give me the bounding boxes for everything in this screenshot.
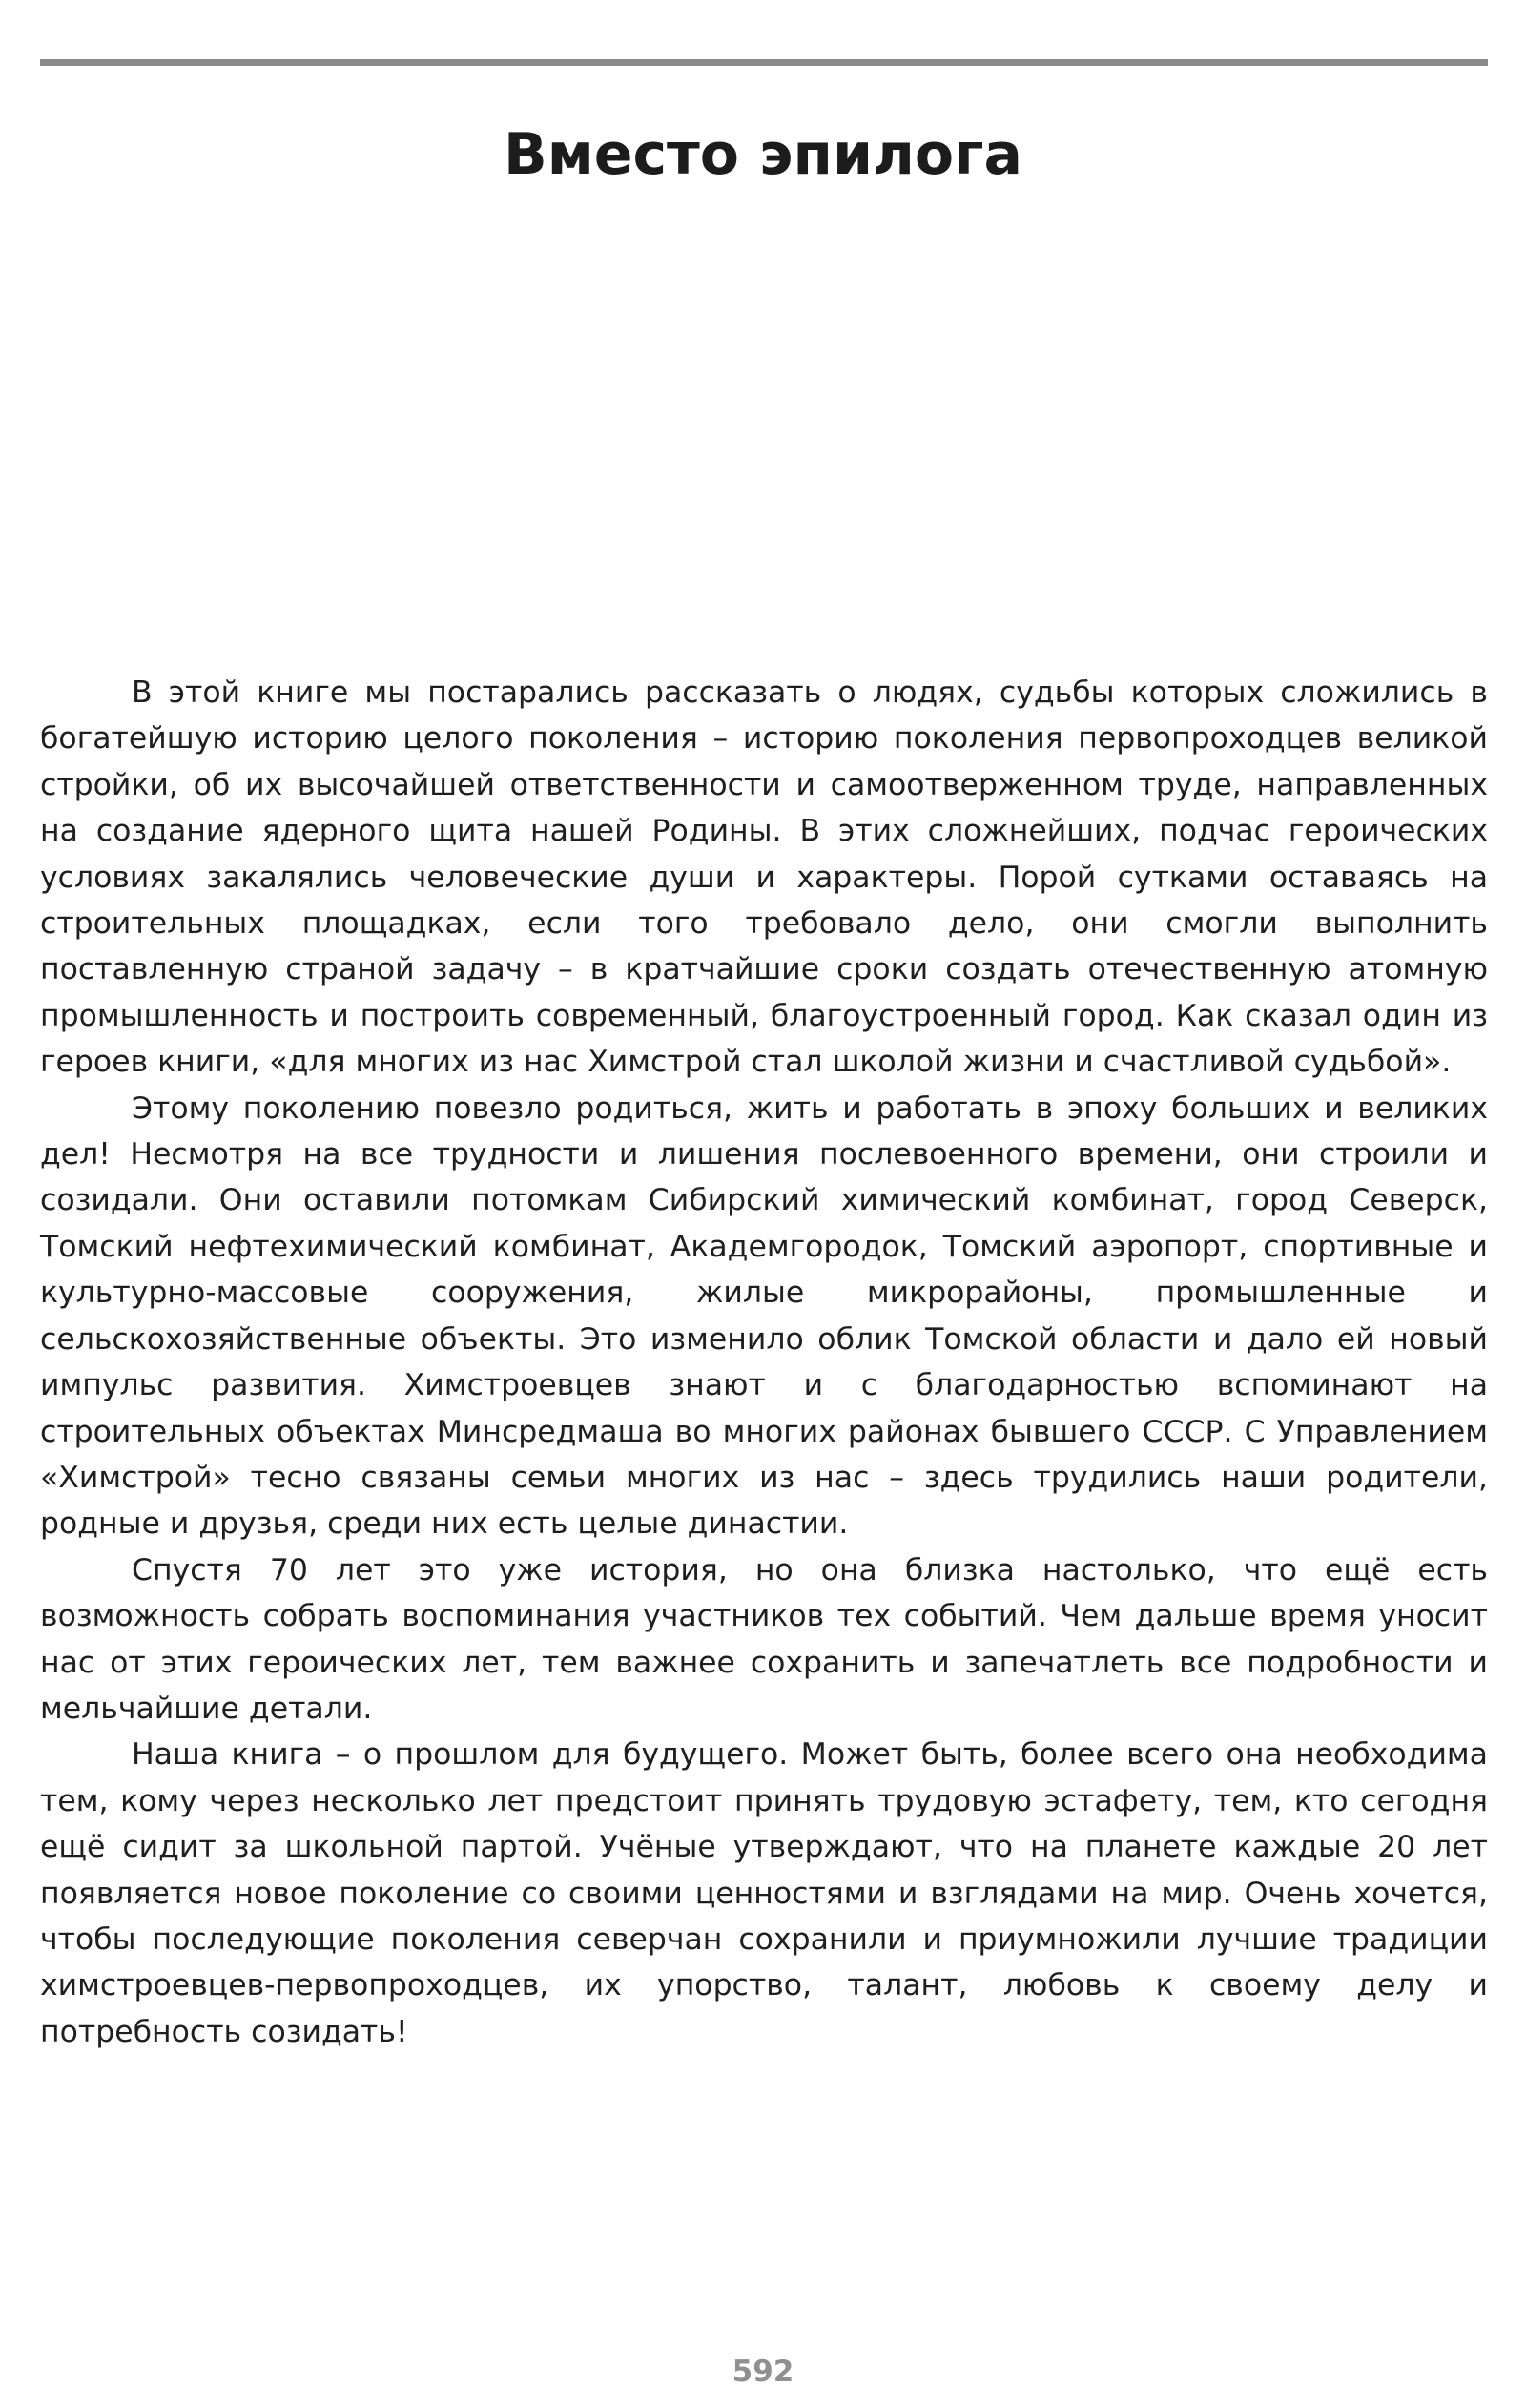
paragraph-2: Этому поколению повезло родиться, жить и работать в эпоху больших и великих дел! Несмотря на все трудности и лишения послевоенного времени, они строили и созидали. Они оставили потомкам Сибирский химический комбинат, город Северск, Томский нефтехимический комбинат, Академгородок, Томский аэропорт, спортивные и культурно-массовые сооружения, жилые микрорайоны, промышленные и сельскохозяйственные объекты. Это изменило облик Томской области и дало ей новый импульс развития. Химстроевцев знают и с благодарностью вспоминают на строительных объектах Минсредмаша во многих районах бывшего СССР. С Управлением «Химстрой» тесно связаны семьи многих из нас – здесь трудились наши родители, родные и друзья, среди них есть целые династии. <box>40 1090 1488 1542</box>
body-text <box>40 670 1488 2055</box>
paragraph-1: В этой книге мы постарались рассказать о людях, судьбы которых сложились в богатейшую историю целого поколения – историю поколения первопроходцев великой стройки, об их высочайшей ответственности и самоотверженном труде, направленных на создание ядерного щита нашей Родины. В этих сложнейших, подчас героических условиях закалялись человеческие души и характеры. Порой сутками оставаясь на строительных площадках, если того требовало дело, они смогли выполнить поставленную страной задачу – в кратчайшие сроки создать отечественную атомную промышленность и построить современный, благоустроенный город. Как сказал один из героев книги, «для многих из нас Химстрой стал школой жизни и счастливой судьбой». <box>40 675 1488 1080</box>
paragraph-4: Наша книга – о прошлом для будущего. Может быть, более всего она необходима тем, кому через несколько лет предстоит принять трудовую эстафету, тем, кто сегодня ещё сидит за школьной партой. Учёные утверждают, что на планете каждые 20 лет появляется новое поколение со своими ценностями и взглядами на мир. Очень хочется, чтобы последующие поколения северчан сохранили и приумножили лучшие традиции химстроевцев-первопроходцев, их упорство, талант, любовь к своему делу и потребность созидать! <box>40 1737 1488 2049</box>
paragraph-3: Спустя 70 лет это уже история, но она близка настолько, что ещё есть возможность собрать воспоминания участников тех событий. Чем дальше время уносит нас от этих героических лет, тем важнее сохранить и запечатлеть все подробности и мельчайшие детали. <box>40 1552 1488 1726</box>
chapter-title: Вместо эпилога <box>504 121 1022 188</box>
top-rule <box>40 59 1488 66</box>
page-number: 592 <box>732 2355 794 2389</box>
